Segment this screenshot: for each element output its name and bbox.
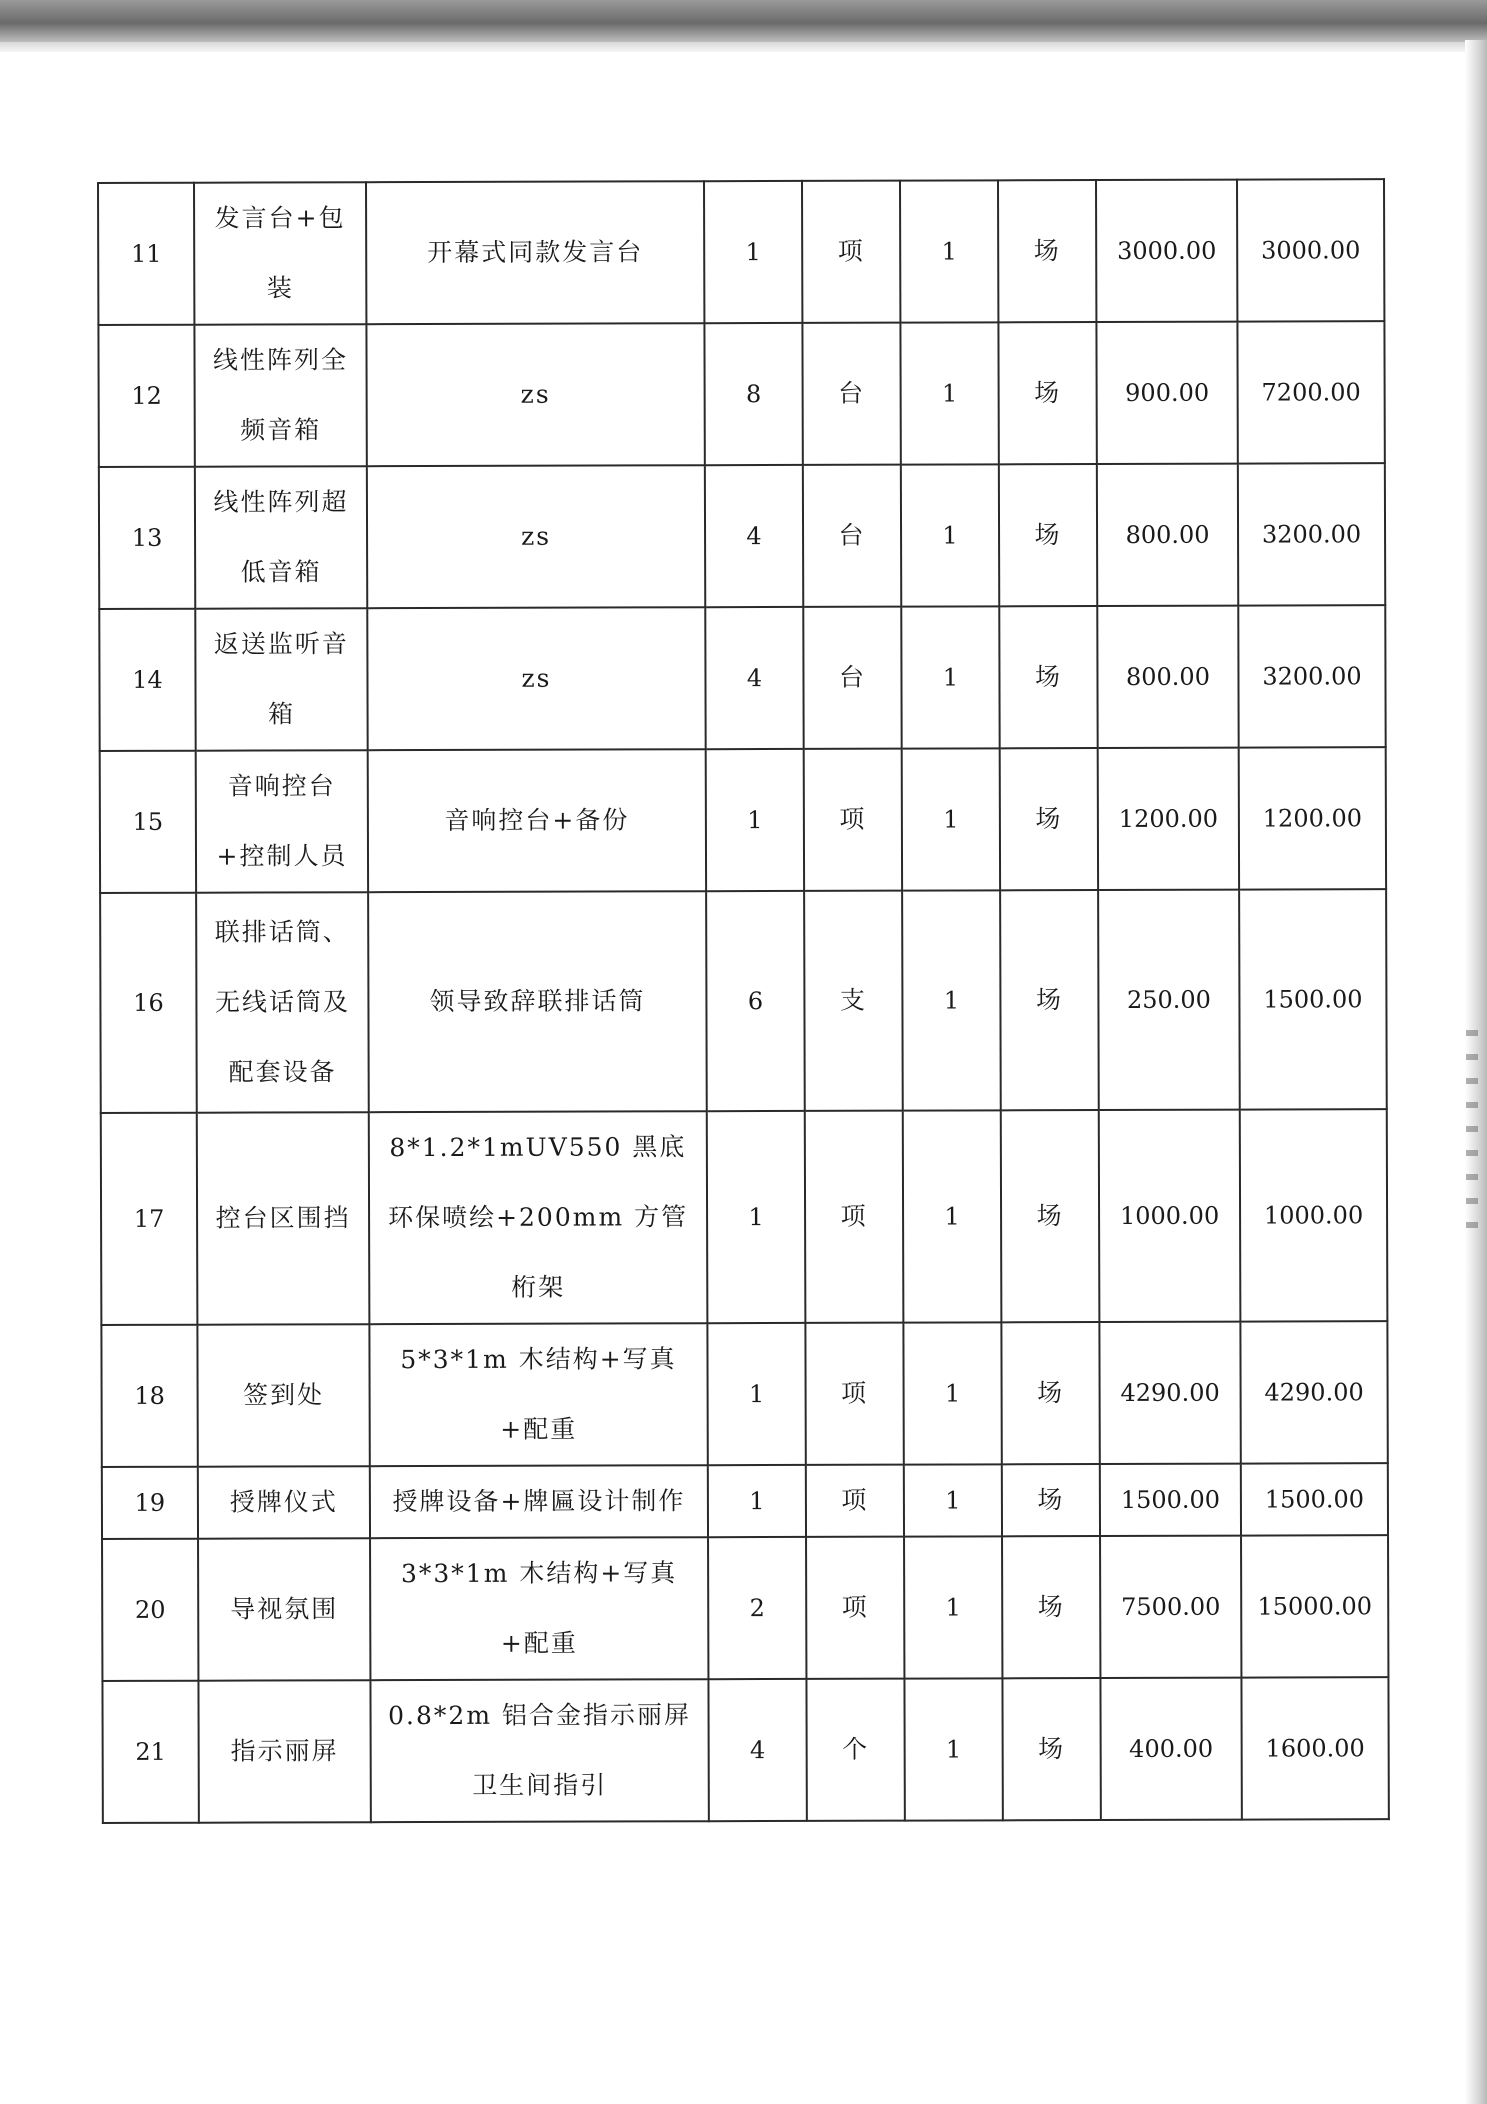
item-unit-price: 3000.00 (1096, 180, 1237, 322)
table-row (102, 1535, 1388, 1681)
row-number: 12 (98, 325, 194, 467)
item-sessions: 1 (904, 1464, 1002, 1536)
item-unit-price: 1500.00 (1100, 1464, 1241, 1536)
row-number: 14 (99, 609, 195, 751)
row-number: 18 (101, 1325, 197, 1467)
item-name: 指示丽屏 (198, 1680, 370, 1823)
item-sessions: 1 (903, 1110, 1002, 1322)
table-row (102, 1677, 1388, 1823)
item-total: 3200.00 (1238, 605, 1385, 747)
item-sessions: 1 (904, 1678, 1002, 1820)
item-spec: 领导致辞联排话筒 (368, 891, 707, 1112)
item-sessions: 1 (904, 1536, 1002, 1678)
item-name: 联排话筒、无线话筒及配套设备 (196, 892, 369, 1113)
table-row (102, 1463, 1388, 1539)
item-quantity: 4 (705, 607, 803, 749)
item-name: 导视氛围 (198, 1538, 370, 1681)
row-number: 21 (102, 1681, 198, 1823)
item-name: 控台区围挡 (197, 1112, 370, 1325)
row-number: 20 (102, 1539, 198, 1681)
item-spec: 3*3*1m 木结构+写真+配重 (370, 1537, 708, 1680)
item-spec: zs (366, 323, 704, 466)
item-quantity: 2 (708, 1537, 806, 1679)
table-row (98, 321, 1384, 467)
row-number: 13 (99, 467, 195, 609)
item-unit: 项 (804, 749, 902, 891)
item-unit: 项 (806, 1537, 904, 1679)
item-spec: 0.8*2m 铝合金指示丽屏卫生间指引 (370, 1679, 708, 1822)
item-unit: 项 (806, 1465, 904, 1537)
table-row (98, 179, 1384, 325)
row-number: 15 (100, 751, 196, 893)
table-row (99, 463, 1385, 609)
item-session-unit: 场 (1002, 1678, 1100, 1820)
item-quantity: 1 (707, 1111, 806, 1323)
item-spec: 开幕式同款发言台 (366, 181, 704, 324)
item-spec: 授牌设备+牌匾设计制作 (370, 1465, 708, 1538)
item-unit: 台 (802, 323, 900, 465)
item-total: 15000.00 (1241, 1535, 1388, 1677)
row-number: 17 (101, 1113, 198, 1325)
item-unit: 项 (805, 1323, 903, 1465)
table-row (100, 747, 1386, 893)
item-sessions: 1 (902, 748, 1000, 890)
item-unit-price: 900.00 (1096, 322, 1237, 464)
item-name: 线性阵列全频音箱 (194, 324, 366, 467)
item-total: 1500.00 (1239, 889, 1387, 1109)
table-row (101, 1321, 1387, 1467)
item-total: 7200.00 (1237, 321, 1384, 463)
item-sessions: 1 (900, 180, 998, 322)
item-unit: 项 (805, 1111, 904, 1323)
item-unit-price: 250.00 (1098, 890, 1240, 1110)
table-row (100, 889, 1387, 1113)
item-session-unit: 场 (1001, 1322, 1099, 1464)
item-unit-price: 800.00 (1097, 464, 1238, 606)
item-total: 1000.00 (1240, 1109, 1388, 1321)
item-unit-price: 4290.00 (1099, 1322, 1240, 1464)
item-total: 1500.00 (1241, 1463, 1388, 1535)
item-name: 发言台+包装 (194, 182, 366, 325)
item-spec: 音响控台+备份 (368, 749, 706, 892)
item-quantity: 4 (708, 1679, 806, 1821)
item-session-unit: 场 (1000, 748, 1098, 890)
item-unit: 支 (804, 891, 903, 1111)
item-sessions: 1 (903, 1322, 1001, 1464)
item-quantity: 8 (704, 323, 802, 465)
item-total: 1600.00 (1241, 1677, 1388, 1819)
row-number: 19 (102, 1467, 198, 1539)
item-unit: 项 (802, 181, 900, 323)
item-sessions: 1 (900, 322, 998, 464)
item-quantity: 1 (708, 1465, 806, 1537)
item-unit-price: 800.00 (1097, 606, 1238, 748)
item-unit: 个 (806, 1679, 904, 1821)
table-row (99, 605, 1385, 751)
item-unit-price: 7500.00 (1100, 1536, 1241, 1678)
item-session-unit: 场 (999, 464, 1097, 606)
item-unit: 台 (803, 465, 901, 607)
row-number: 16 (100, 893, 197, 1113)
item-unit-price: 1000.00 (1099, 1110, 1241, 1322)
item-session-unit: 场 (999, 606, 1097, 748)
item-session-unit: 场 (1000, 890, 1099, 1110)
item-quantity: 6 (706, 891, 805, 1111)
item-name: 返送监听音箱 (195, 608, 367, 751)
item-sessions: 1 (901, 606, 999, 748)
scan-top-shadow (0, 0, 1487, 42)
item-total: 4290.00 (1240, 1321, 1387, 1463)
item-total: 3000.00 (1237, 179, 1384, 321)
item-spec: zs (367, 607, 705, 750)
item-name: 签到处 (197, 1324, 369, 1467)
item-spec: 8*1.2*1mUV550 黑底环保喷绘+200mm 方管桁架 (369, 1111, 708, 1324)
item-unit: 台 (803, 607, 901, 749)
quote-table-wrapper (97, 178, 1388, 1824)
item-spec: zs (367, 465, 705, 608)
item-unit-price: 1200.00 (1098, 748, 1239, 890)
item-total: 3200.00 (1238, 463, 1385, 605)
item-quantity: 4 (705, 465, 803, 607)
scan-side-marks (1466, 1030, 1478, 1240)
item-quantity: 1 (706, 749, 804, 891)
table-row (101, 1109, 1388, 1325)
quote-table (97, 178, 1390, 1824)
scan-top-edge (0, 42, 1487, 52)
item-session-unit: 场 (1002, 1464, 1100, 1536)
item-quantity: 1 (704, 181, 802, 323)
row-number: 11 (98, 183, 194, 325)
item-session-unit: 场 (998, 322, 1096, 464)
item-total: 1200.00 (1239, 747, 1386, 889)
item-sessions: 1 (901, 464, 999, 606)
item-quantity: 1 (707, 1323, 805, 1465)
item-sessions: 1 (902, 890, 1001, 1110)
item-spec: 5*3*1m 木结构+写真+配重 (369, 1323, 707, 1466)
item-name: 音响控台+控制人员 (196, 750, 368, 893)
item-session-unit: 场 (1001, 1110, 1100, 1322)
item-unit-price: 400.00 (1100, 1678, 1241, 1820)
item-name: 授牌仪式 (198, 1466, 370, 1539)
item-name: 线性阵列超低音箱 (195, 466, 367, 609)
quote-table-body (98, 179, 1389, 1823)
item-session-unit: 场 (998, 180, 1096, 322)
item-session-unit: 场 (1002, 1536, 1100, 1678)
